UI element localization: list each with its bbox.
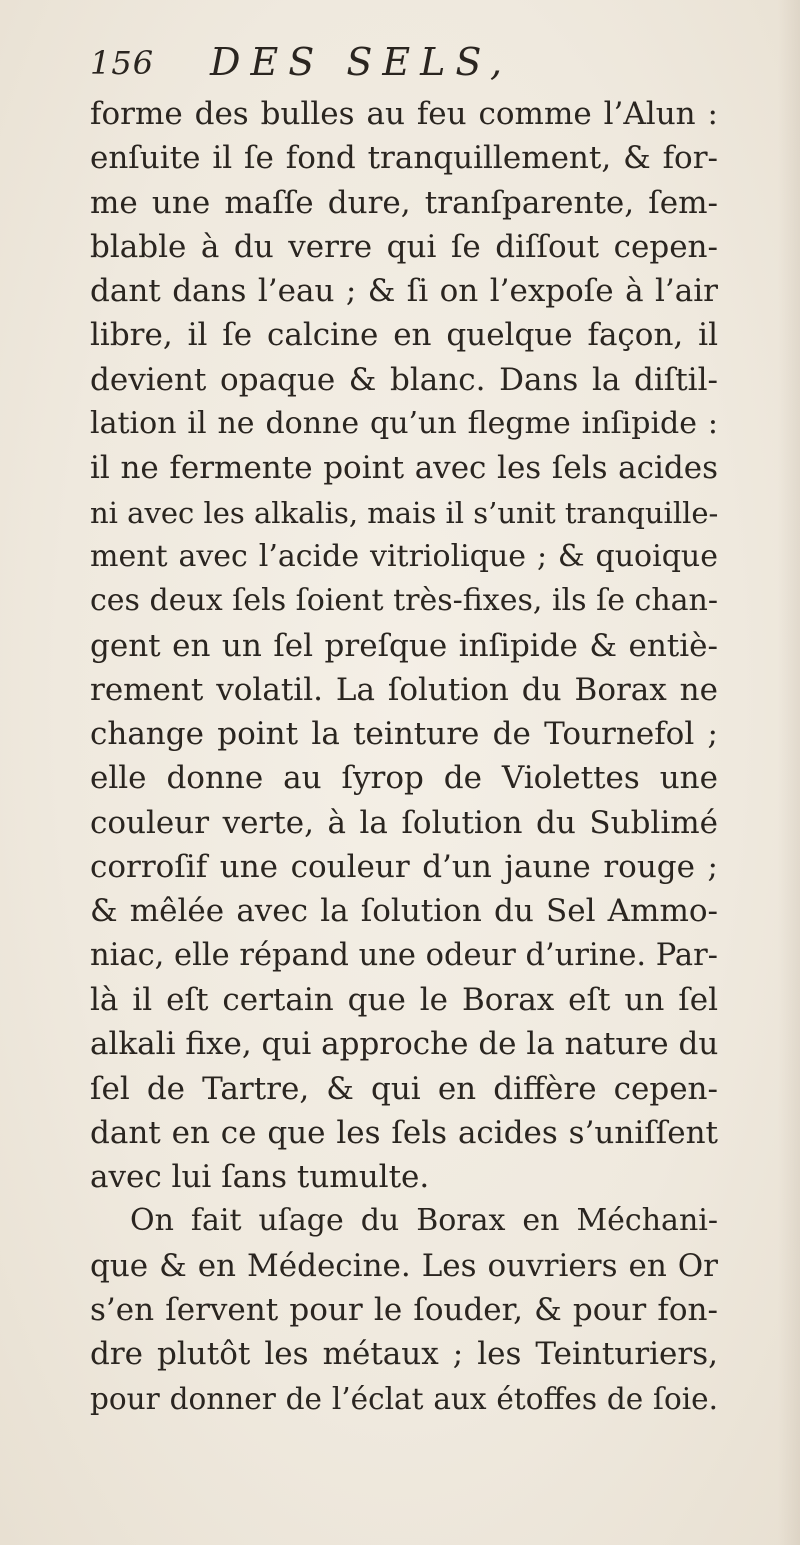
text-line: niac, elle répand une odeur d’urine. Par-: [90, 937, 718, 973]
paragraph-start-line: On fait uſage du Borax en Méchani-: [130, 1203, 718, 1239]
text-line: il ne fermente point avec les ſels acides: [90, 450, 718, 487]
body-text: [90, 92, 718, 1421]
text-line: lation il ne donne qu’un flegme inſipide :: [90, 406, 718, 442]
text-line: couleur verte, à la ſolution du Sublimé: [90, 804, 718, 841]
text-line: ſel de Tartre, & qui en diffère cepen-: [90, 1070, 718, 1107]
text-line: libre, il ſe calcine en quelque façon, il: [90, 317, 718, 354]
text-line: ment avec l’acide vitriolique ; & quoique: [90, 538, 718, 574]
text-line: & mêlée avec la ſolution du Sel Ammo-: [90, 893, 718, 930]
text-line: me une maſſe dure, tranſparente, ſem-: [90, 184, 718, 221]
text-line: là il eſt certain que le Borax eſt un ſel: [90, 981, 718, 1018]
text-line: ni avec les alkalis, mais il s’unit tranquille-: [90, 495, 719, 530]
text-line: ces deux ſels ſoient très-fixes, ils ſe chan-: [90, 583, 718, 619]
page-header: [90, 40, 730, 90]
text-line: dre plutôt les métaux ; les Teinturiers,: [90, 1336, 718, 1373]
text-line: blable à du verre qui ſe diſſout cepen-: [90, 228, 718, 265]
text-line: alkali fixe, qui approche de la nature du: [90, 1026, 719, 1063]
text-line: que & en Médecine. Les ouvriers en Or: [90, 1247, 718, 1284]
text-line: pour donner de l’éclat aux étoffes de ſoie.: [90, 1381, 718, 1416]
text-line: elle donne au ſyrop de Violettes une: [90, 760, 718, 797]
page-number: 156: [90, 44, 155, 82]
page-edge-shadow: [778, 0, 800, 1545]
text-line: rement volatil. La ſolution du Borax ne: [90, 671, 718, 708]
text-line: dant dans l’eau ; & ſi on l’expoſe à l’air: [90, 273, 718, 310]
text-line: enſuite il ſe fond tranquillement, & for-: [90, 140, 718, 177]
text-line: gent en un ſel preſque inſipide & entiè-: [90, 627, 718, 664]
text-line: devient opaque & blanc. Dans la diſtil-: [90, 361, 718, 398]
text-line: s’en ſervent pour le ſouder, & pour fon-: [90, 1292, 718, 1329]
text-line: corroſif une couleur d’un jaune rouge ;: [90, 849, 718, 886]
text-line: change point la teinture de Tournefol ;: [90, 716, 718, 753]
running-head: DES SELS,: [210, 40, 513, 84]
paragraph-end-line: avec lui ſans tumulte.: [90, 1159, 430, 1196]
text-line: dant en ce que les ſels acides s’uniſſent: [90, 1114, 718, 1151]
text-line: forme des bulles au feu comme l’Alun :: [90, 96, 718, 132]
